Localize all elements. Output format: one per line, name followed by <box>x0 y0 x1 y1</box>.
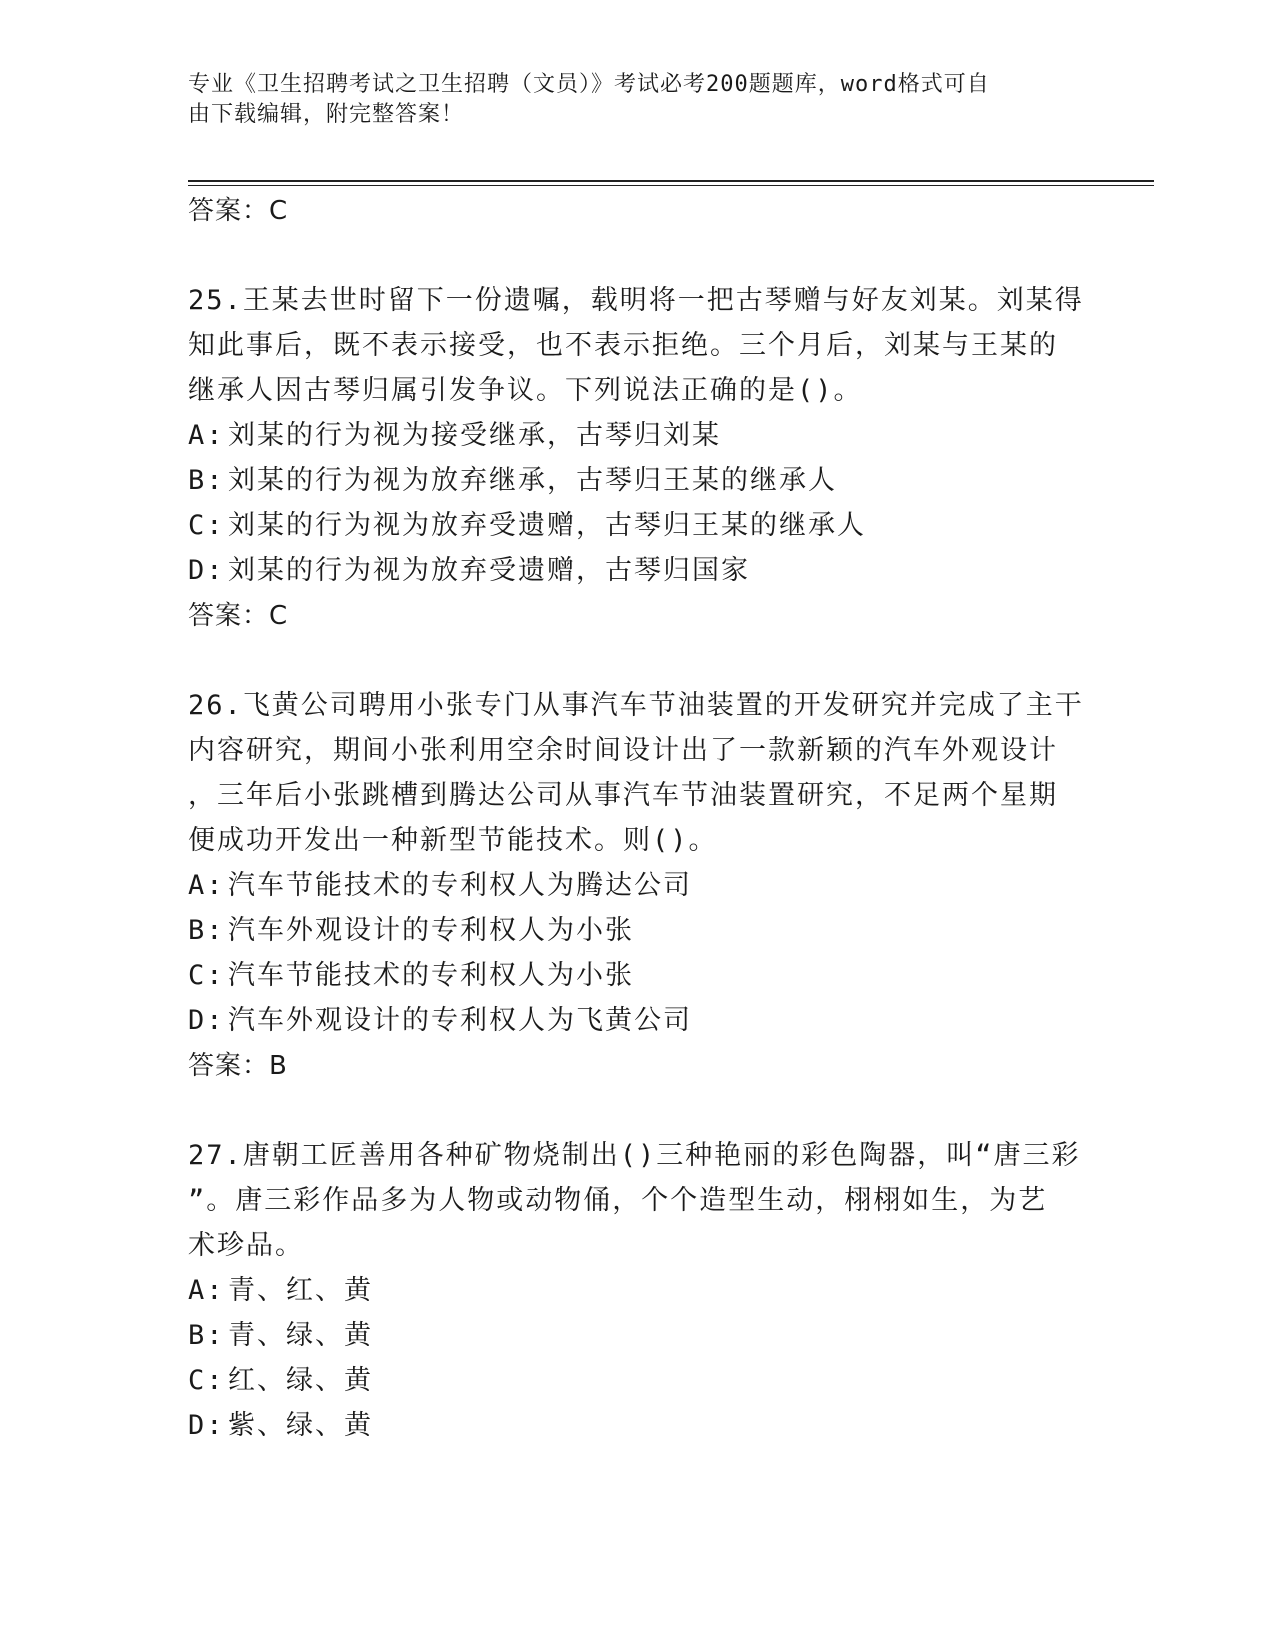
answer-line: 答案：B <box>188 1051 288 1081</box>
option-a: A: 青、红、黄 <box>188 1275 373 1306</box>
stem-line: 27.唐朝工匠善用各种矿物烧制出()三种艳丽的彩色陶器，叫“唐三彩 <box>188 1140 1081 1171</box>
stem-line: 继承人因古琴归属引发争议。下列说法正确的是()。 <box>188 375 863 406</box>
header-line-2: 由下载编辑，附完整答案！ <box>188 102 465 127</box>
question-stem <box>188 683 1084 863</box>
answer-line: 答案：C <box>188 601 289 631</box>
stem-line: ，三年后小张跳槽到腾达公司从事汽车节油装置研究，不足两个星期 <box>188 780 1058 811</box>
question-27 <box>188 1133 1088 1448</box>
option-d: D: 紫、绿、黄 <box>188 1410 373 1441</box>
option-c: C: 刘某的行为视为放弃受遗赠，古琴归王某的继承人 <box>188 510 866 541</box>
option-b: B: 刘某的行为视为放弃继承，古琴归王某的继承人 <box>188 465 837 496</box>
option-a: A: 刘某的行为视为接受继承，古琴归刘某 <box>188 420 721 451</box>
document-body <box>188 188 1088 1448</box>
question-stem <box>188 278 1084 413</box>
stem-line: 内容研究，期间小张利用空余时间设计出了一款新颖的汽车外观设计 <box>188 735 1058 766</box>
option-b: B: 青、绿、黄 <box>188 1320 373 1351</box>
header-divider <box>188 180 1154 186</box>
page-header <box>188 70 1068 130</box>
stem-line: 知此事后，既不表示接受，也不表示拒绝。三个月后，刘某与王某的 <box>188 330 1058 361</box>
question-stem <box>188 1133 1081 1268</box>
stem-line: 25.王某去世时留下一份遗嘱，载明将一把古琴赠与好友刘某。刘某得 <box>188 285 1084 316</box>
header-line-1: 专业《卫生招聘考试之卫生招聘（文员）》考试必考200题题库，word格式可自 <box>188 72 990 97</box>
option-c: C: 红、绿、黄 <box>188 1365 373 1396</box>
option-d: D: 刘某的行为视为放弃受遗赠，古琴归国家 <box>188 555 750 586</box>
stem-line: 术珍品。 <box>188 1230 304 1261</box>
option-d: D: 汽车外观设计的专利权人为飞黄公司 <box>188 1005 692 1036</box>
option-b: B: 汽车外观设计的专利权人为小张 <box>188 915 634 946</box>
option-a: A: 汽车节能技术的专利权人为腾达公司 <box>188 870 692 901</box>
stem-line: ”。唐三彩作品多为人物或动物俑，个个造型生动，栩栩如生，为艺 <box>188 1185 1048 1216</box>
question-25 <box>188 278 1088 639</box>
stem-line: 26.飞黄公司聘用小张专门从事汽车节油装置的开发研究并完成了主干 <box>188 690 1084 721</box>
stem-line: 便成功开发出一种新型节能技术。则()。 <box>188 825 718 856</box>
option-c: C: 汽车节能技术的专利权人为小张 <box>188 960 634 991</box>
question-26 <box>188 683 1088 1089</box>
answer-line: 答案：C <box>188 196 289 226</box>
